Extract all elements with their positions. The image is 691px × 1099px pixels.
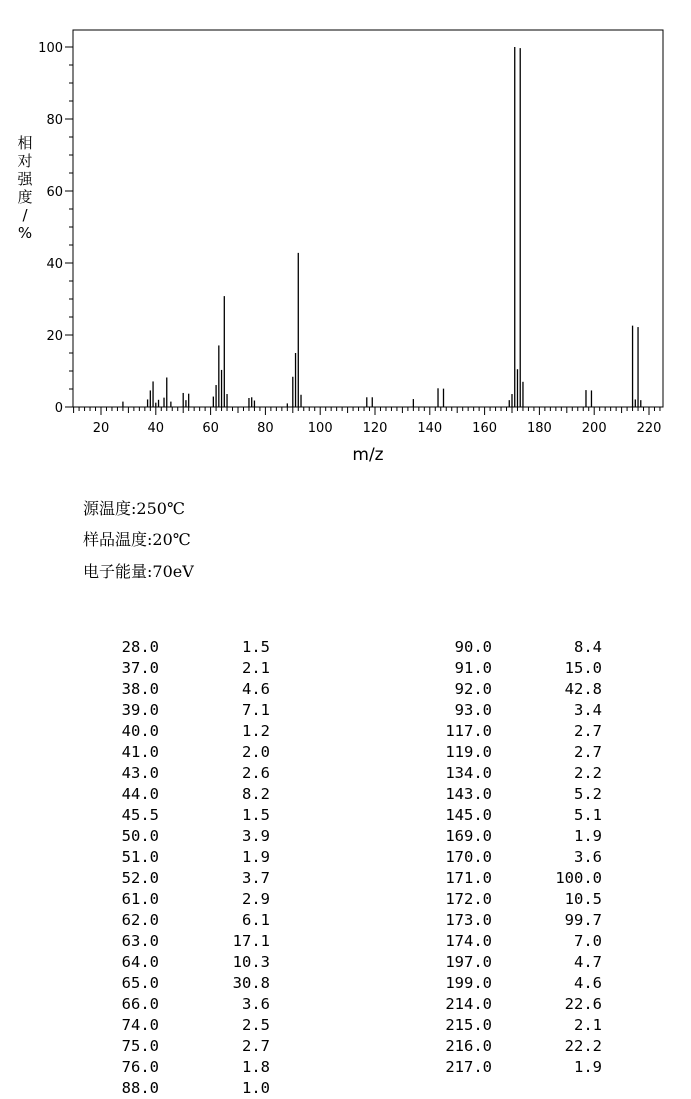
intensity-value: 4.6 (574, 974, 602, 992)
mz-value: 92.0 (454, 680, 492, 698)
table-row (0, 637, 691, 658)
intensity-value: 2.7 (574, 722, 602, 740)
condition-source-temp (83, 496, 185, 519)
y-axis-label-char: 度 (17, 188, 33, 206)
mz-value: 214.0 (445, 995, 492, 1013)
mz-value: 28.0 (121, 638, 159, 656)
intensity-value: 7.0 (574, 932, 602, 950)
mz-value: 74.0 (121, 1016, 159, 1034)
intensity-value: 2.0 (242, 743, 270, 761)
intensity-value: 1.2 (242, 722, 270, 740)
intensity-value: 3.9 (242, 827, 270, 845)
x-tick-label: 160 (472, 421, 498, 436)
mz-value: 91.0 (454, 659, 492, 677)
mz-value: 45.5 (121, 806, 159, 824)
x-tick-label: 60 (202, 421, 219, 436)
mz-value: 174.0 (445, 932, 492, 950)
intensity-value: 1.0 (242, 1079, 270, 1097)
mz-value: 170.0 (445, 848, 492, 866)
y-tick-label: 0 (54, 401, 63, 416)
x-tick-label: 140 (417, 421, 443, 436)
mz-value: 50.0 (121, 827, 159, 845)
intensity-value: 3.6 (574, 848, 602, 866)
mz-value: 40.0 (121, 722, 159, 740)
table-row (0, 1078, 691, 1099)
mz-value: 145.0 (445, 806, 492, 824)
intensity-value: 15.0 (564, 659, 602, 677)
x-tick-label: 20 (92, 421, 110, 436)
intensity-value: 7.1 (242, 701, 270, 719)
intensity-value: 2.6 (242, 764, 270, 782)
x-tick-label: 120 (362, 421, 388, 436)
y-tick-label: 100 (38, 41, 63, 56)
x-tick-label: 180 (526, 421, 552, 436)
condition-sample-temp (83, 527, 191, 550)
table-row (0, 994, 691, 1015)
table-row (0, 868, 691, 889)
intensity-value: 10.5 (564, 890, 602, 908)
mz-value: 171.0 (445, 869, 492, 887)
table-row (0, 658, 691, 679)
intensity-value: 4.7 (574, 953, 602, 971)
table-row (0, 826, 691, 847)
mz-value: 143.0 (445, 785, 492, 803)
table-row (0, 952, 691, 973)
x-tick-label: 80 (257, 421, 274, 436)
mz-value: 76.0 (121, 1058, 159, 1076)
mz-value: 61.0 (121, 890, 159, 908)
mz-value: 119.0 (445, 743, 492, 761)
condition-label: 样品温度: (83, 530, 153, 549)
table-row (0, 889, 691, 910)
mz-value: 37.0 (121, 659, 159, 677)
mass-spectrum-chart (0, 0, 691, 470)
table-row (0, 679, 691, 700)
y-axis-label-char: % (17, 224, 33, 242)
intensity-value: 1.9 (242, 848, 270, 866)
intensity-value: 17.1 (232, 932, 270, 950)
mz-value: 215.0 (445, 1016, 492, 1034)
intensity-value: 2.9 (242, 890, 270, 908)
table-row (0, 721, 691, 742)
mz-value: 93.0 (454, 701, 492, 719)
intensity-value: 2.2 (574, 764, 602, 782)
table-row (0, 1057, 691, 1078)
intensity-value: 3.7 (242, 869, 270, 887)
y-axis-label-char: 相 (17, 134, 33, 152)
mz-value: 134.0 (445, 764, 492, 782)
intensity-value: 2.7 (242, 1037, 270, 1055)
mz-value: 38.0 (121, 680, 159, 698)
mz-value: 75.0 (121, 1037, 159, 1055)
mz-value: 199.0 (445, 974, 492, 992)
mz-value: 66.0 (121, 995, 159, 1013)
table-row (0, 1036, 691, 1057)
condition-value: 70eV (152, 562, 194, 581)
mz-value: 88.0 (121, 1079, 159, 1097)
intensity-value: 22.6 (564, 995, 602, 1013)
intensity-value: 99.7 (564, 911, 602, 929)
mz-value: 216.0 (445, 1037, 492, 1055)
intensity-value: 5.2 (574, 785, 602, 803)
mz-value: 52.0 (121, 869, 159, 887)
intensity-value: 8.2 (242, 785, 270, 803)
y-tick-label: 20 (46, 329, 63, 344)
intensity-value: 30.8 (232, 974, 270, 992)
y-tick-label: 80 (46, 113, 63, 128)
plot-frame (73, 30, 663, 407)
intensity-value: 2.1 (574, 1016, 602, 1034)
intensity-value: 42.8 (564, 680, 602, 698)
condition-label: 源温度: (83, 499, 137, 518)
axis-ticks (38, 41, 661, 436)
table-row (0, 763, 691, 784)
x-tick-label: 40 (147, 421, 165, 436)
mz-value: 44.0 (121, 785, 159, 803)
table-row (0, 742, 691, 763)
intensity-value: 1.9 (574, 1058, 602, 1076)
intensity-value: 10.3 (232, 953, 270, 971)
mz-value: 65.0 (121, 974, 159, 992)
condition-value: 250℃ (136, 499, 185, 518)
mz-value: 197.0 (445, 953, 492, 971)
intensity-value: 1.9 (574, 827, 602, 845)
intensity-value: 3.4 (574, 701, 602, 719)
intensity-value: 4.6 (242, 680, 270, 698)
intensity-value: 2.5 (242, 1016, 270, 1034)
y-axis-label-char: 强 (17, 170, 33, 188)
intensity-value: 5.1 (574, 806, 602, 824)
intensity-value: 3.6 (242, 995, 270, 1013)
table-row (0, 700, 691, 721)
mz-value: 64.0 (121, 953, 159, 971)
mz-value: 172.0 (445, 890, 492, 908)
intensity-value: 2.7 (574, 743, 602, 761)
intensity-value: 22.2 (564, 1037, 602, 1055)
table-row (0, 805, 691, 826)
condition-value: 20℃ (152, 530, 191, 549)
mz-value: 39.0 (121, 701, 159, 719)
mz-value: 62.0 (121, 911, 159, 929)
table-row (0, 784, 691, 805)
x-tick-label: 200 (581, 421, 607, 436)
intensity-value: 1.5 (242, 638, 270, 656)
mz-value: 63.0 (121, 932, 159, 950)
intensity-value: 1.8 (242, 1058, 270, 1076)
y-tick-label: 40 (46, 257, 63, 272)
intensity-value: 2.1 (242, 659, 270, 677)
table-row (0, 847, 691, 868)
mz-value: 169.0 (445, 827, 492, 845)
intensity-value: 100.0 (555, 869, 602, 887)
mz-value: 51.0 (121, 848, 159, 866)
x-axis-label: m/z (352, 445, 384, 465)
y-axis-label (17, 134, 33, 242)
mz-value: 90.0 (454, 638, 492, 656)
intensity-value: 1.5 (242, 806, 270, 824)
y-axis-label-char: / (22, 206, 28, 224)
intensity-value: 6.1 (242, 911, 270, 929)
x-tick-label: 220 (636, 421, 662, 436)
peak-bars (123, 47, 641, 407)
table-row (0, 1015, 691, 1036)
table-row (0, 910, 691, 931)
intensity-value: 8.4 (574, 638, 602, 656)
y-tick-label: 60 (46, 185, 63, 200)
mz-value: 217.0 (445, 1058, 492, 1076)
mz-value: 43.0 (121, 764, 159, 782)
y-axis-label-char: 对 (17, 152, 33, 170)
table-row (0, 973, 691, 994)
x-tick-label: 100 (307, 421, 333, 436)
mz-value: 173.0 (445, 911, 492, 929)
condition-electron-energy (83, 559, 194, 582)
condition-label: 电子能量: (83, 562, 153, 581)
mz-value: 41.0 (121, 743, 159, 761)
table-row (0, 931, 691, 952)
mz-value: 117.0 (445, 722, 492, 740)
